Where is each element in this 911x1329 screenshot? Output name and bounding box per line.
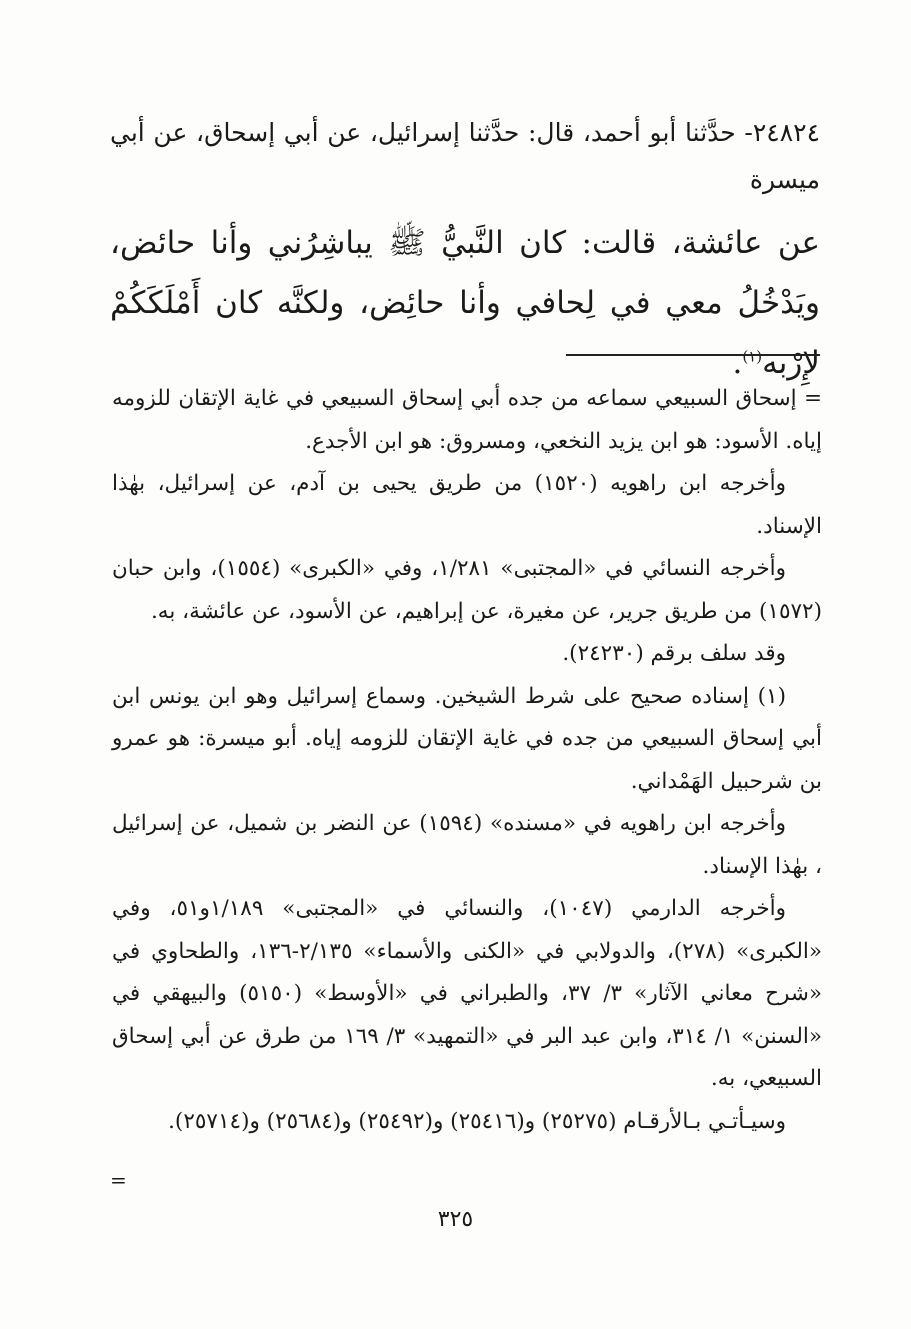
continuation-marker: = <box>110 1168 127 1192</box>
footnote-paragraph: وسيـأتـي بـالأرقـام (٢٥٢٧٥) و(٢٥٤١٦) و(٢٥٤٩٢) و(٢٥٦٨٤) و(٢٥٧١٤). <box>168 1108 786 1134</box>
page-number: ٣٢٥ <box>437 1207 474 1232</box>
footnote-paragraph: وقد سلف برقم (٢٤٢٣٠). <box>562 641 786 666</box>
footnote-paragraph: (١) إسناده صحيح على شرط الشيخين. وسماع إسرائيل وهو ابن يونس ابن أبي إسحاق السبيعي من جده في غاية الإتقان للزومه إياه. أبو ميسرة: هو عمرو بن شرحبيل الهَمْداني. <box>112 683 822 794</box>
footnote-paragraph: وأخرجه الدارمي (١٠٤٧)، والنسائي في «المجتبى» ١/١٨٩و٥١، وفي «الكبرى» (٢٧٨)، والدولابي في «الكنى والأسماء» ٢/١٣٥-١٣٦، والطحاوي في «شرح معاني الآثار» ٣/ ٣٧، والطبراني في «الأوسط» (٥١٥٠) والبيهقي في «السنن» ١/ ٣١٤، وابن عبد البر في «التمهيد» ٣/ ١٦٩ من طرق عن أبي إسحاق السبيعي، به. <box>112 896 823 1091</box>
footnote-paragraph: = إسحاق السبيعي سماعه من جده أبي إسحاق السبيعي في غاية الإتقان للزومه إياه. الأسود: هو ابن يزيد النخعي، ومسروق: هو ابن الأجدع. <box>112 386 822 454</box>
hadith-end-punctuation: . <box>732 345 743 381</box>
footnote-paragraph: وأخرجه النسائي في «المجتبى» ١/٢٨١، وفي «الكبرى» (١٥٥٤)، وابن حبان (١٥٧٢) من طريق جرير، عن مغيرة، عن إبراهيم، عن الأسود، عن عائشة، به. <box>112 556 822 624</box>
footnote-paragraph: وأخرجه ابن راهويه (١٥٢٠) من طريق يحيى بن آدم، عن إسرائيل، بهٰذا الإسناد. <box>112 471 822 539</box>
footnote-reference[interactable]: (١) <box>742 347 763 366</box>
footnote-paragraph: وأخرجه ابن راهويه في «مسنده» (١٥٩٤) عن النضر بن شميل، عن إسرائيل ، بهٰذا الإسناد. <box>112 811 822 879</box>
hadith-isnad: ٢٤٨٢٤- حدَّثنا أبو أحمد، قال: حدَّثنا إسرائيل، عن أبي إسحاق، عن أبي ميسرة <box>110 118 820 194</box>
hadith-matn-text: عن عائشة، قالت: كان النَّبيُّ ﷺ يباشِرُني وأنا حائض، ويَدْخُلُ معي في لِحافي وأنا حائِض، ولكنَّه كان أَمْلَكَكُمْ لإِرْبه <box>110 225 820 381</box>
footnote-separator-line <box>566 354 820 356</box>
footnotes-section <box>112 378 822 1143</box>
hadith-matn <box>110 213 820 393</box>
